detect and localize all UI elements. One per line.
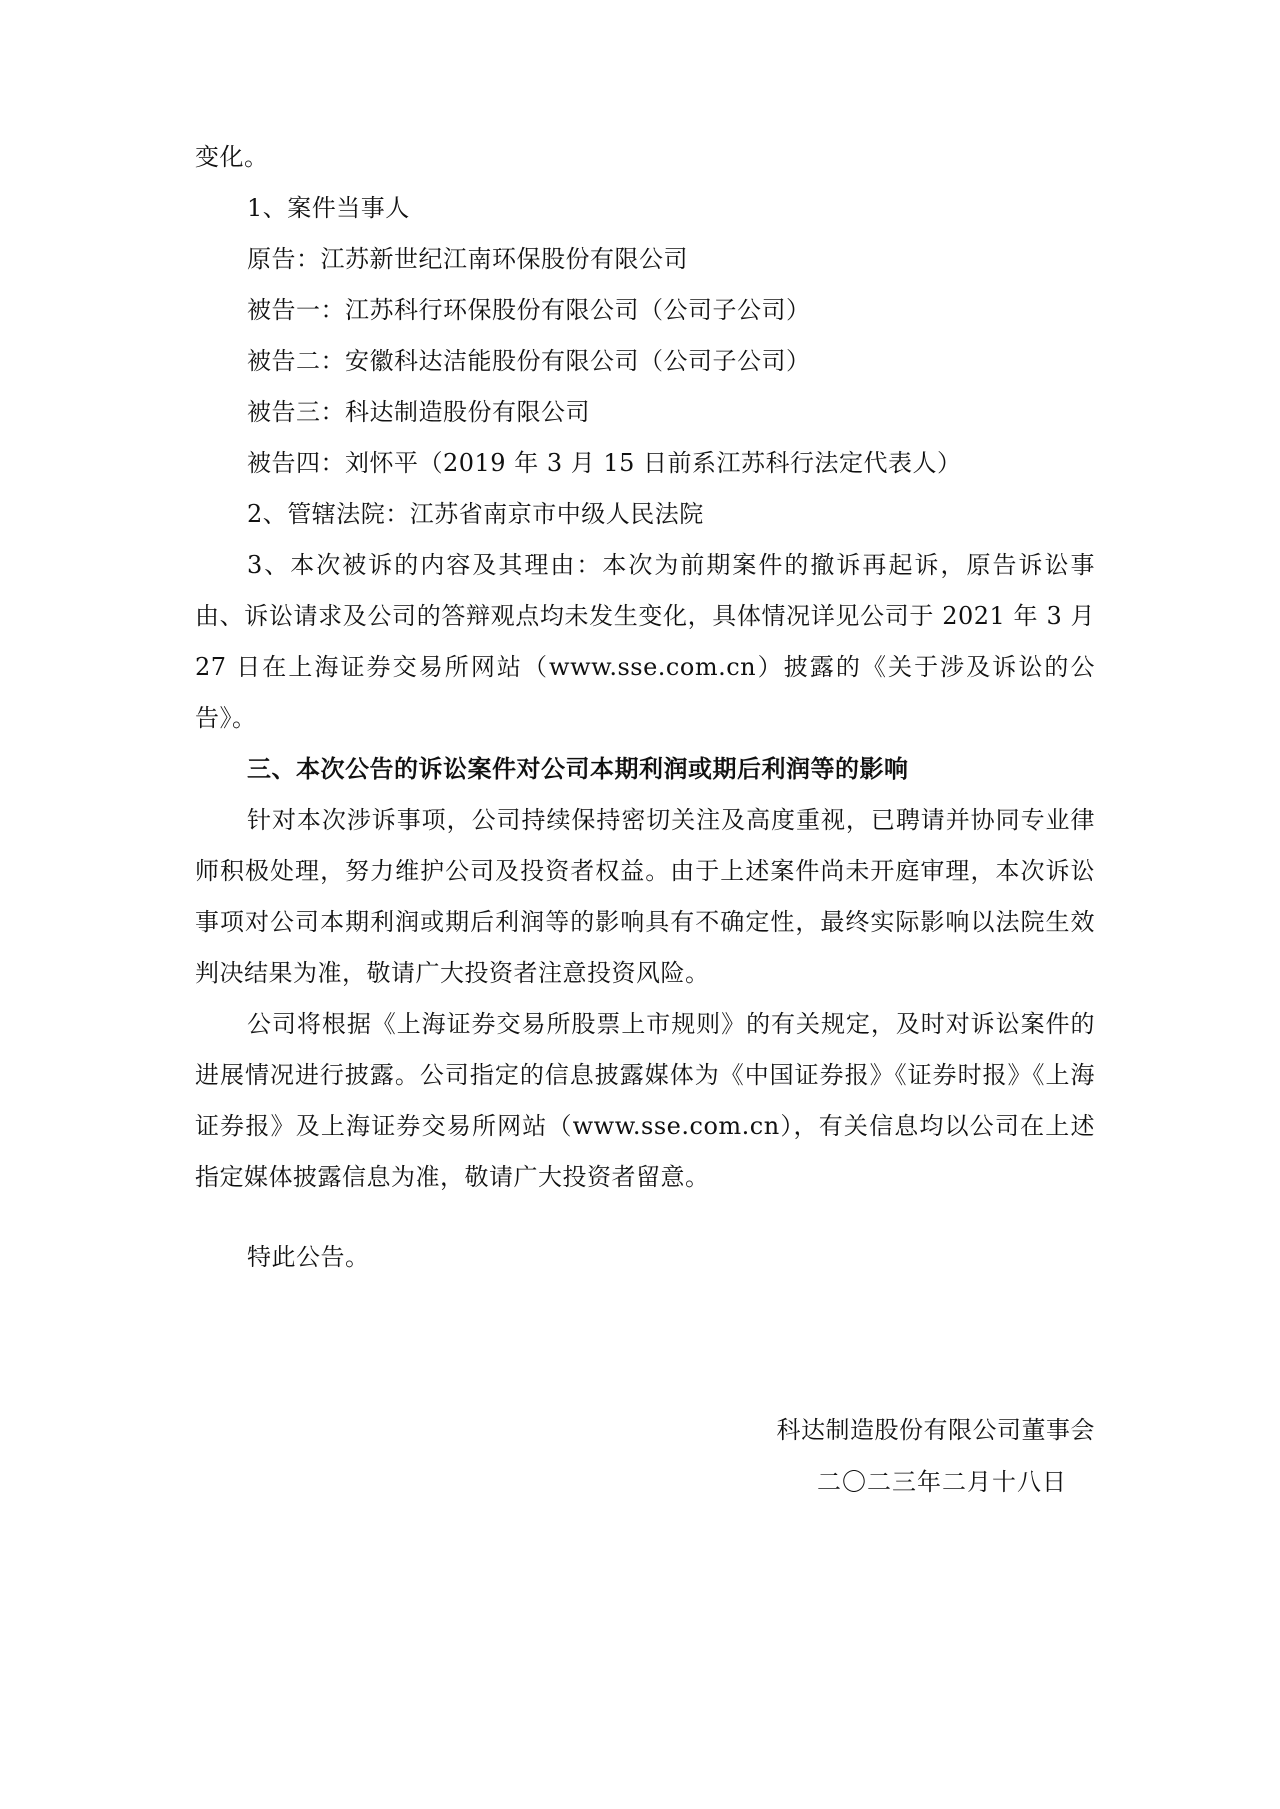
signature-date: 二〇二三年二月十八日	[817, 1468, 1067, 1496]
defendant-2-line: 被告二：安徽科达洁能股份有限公司（公司子公司）	[247, 347, 811, 375]
paragraph-continuation: 变化。	[195, 143, 269, 171]
court-item: 2、管辖法院：江苏省南京市中级人民法院	[247, 500, 704, 528]
case-parties-item: 1、案件当事人	[247, 194, 410, 222]
defendant-4-line: 被告四：刘怀平（2019 年 3 月 15 日前系江苏科行法定代表人）	[247, 449, 962, 477]
defendant-1-line: 被告一：江苏科行环保股份有限公司（公司子公司）	[247, 296, 811, 324]
signature-board: 科达制造股份有限公司董事会	[776, 1416, 1095, 1444]
section-heading-impact: 三、本次公告的诉讼案件对公司本期利润或期后利润等的影响	[247, 755, 909, 783]
impact-paragraph: 针对本次涉诉事项，公司持续保持密切关注及高度重视，已聘请并协同专业律师积极处理，努力维护公司及投资者权益。由于上述案件尚未开庭审理，本次诉讼事项对公司本期利润或期后利润等的影响具有不确定性，最终实际影响以法院生效判决结果为准，敬请广大投资者注意投资风险。	[195, 806, 1095, 987]
document-body	[195, 132, 1095, 1203]
closing-statement: 特此公告。	[247, 1243, 370, 1271]
claim-reason-item: 3、本次被诉的内容及其理由：本次为前期案件的撤诉再起诉，原告诉讼事由、诉讼请求及公司的答辩观点均未发生变化，具体情况详见公司于 2021 年 3 月 27 日在上海证券交易所网站（www.sse.com.cn）披露的《关于涉及诉讼的公告》。	[195, 551, 1095, 732]
disclosure-paragraph: 公司将根据《上海证券交易所股票上市规则》的有关规定，及时对诉讼案件的进展情况进行披露。公司指定的信息披露媒体为《中国证券报》《证券时报》《上海证券报》及上海证券交易所网站（www.sse.com.cn），有关信息均以公司在上述指定媒体披露信息为准，敬请广大投资者留意。	[195, 1010, 1095, 1191]
defendant-3-line: 被告三：科达制造股份有限公司	[247, 398, 590, 426]
plaintiff-line: 原告：江苏新世纪江南环保股份有限公司	[247, 245, 688, 273]
